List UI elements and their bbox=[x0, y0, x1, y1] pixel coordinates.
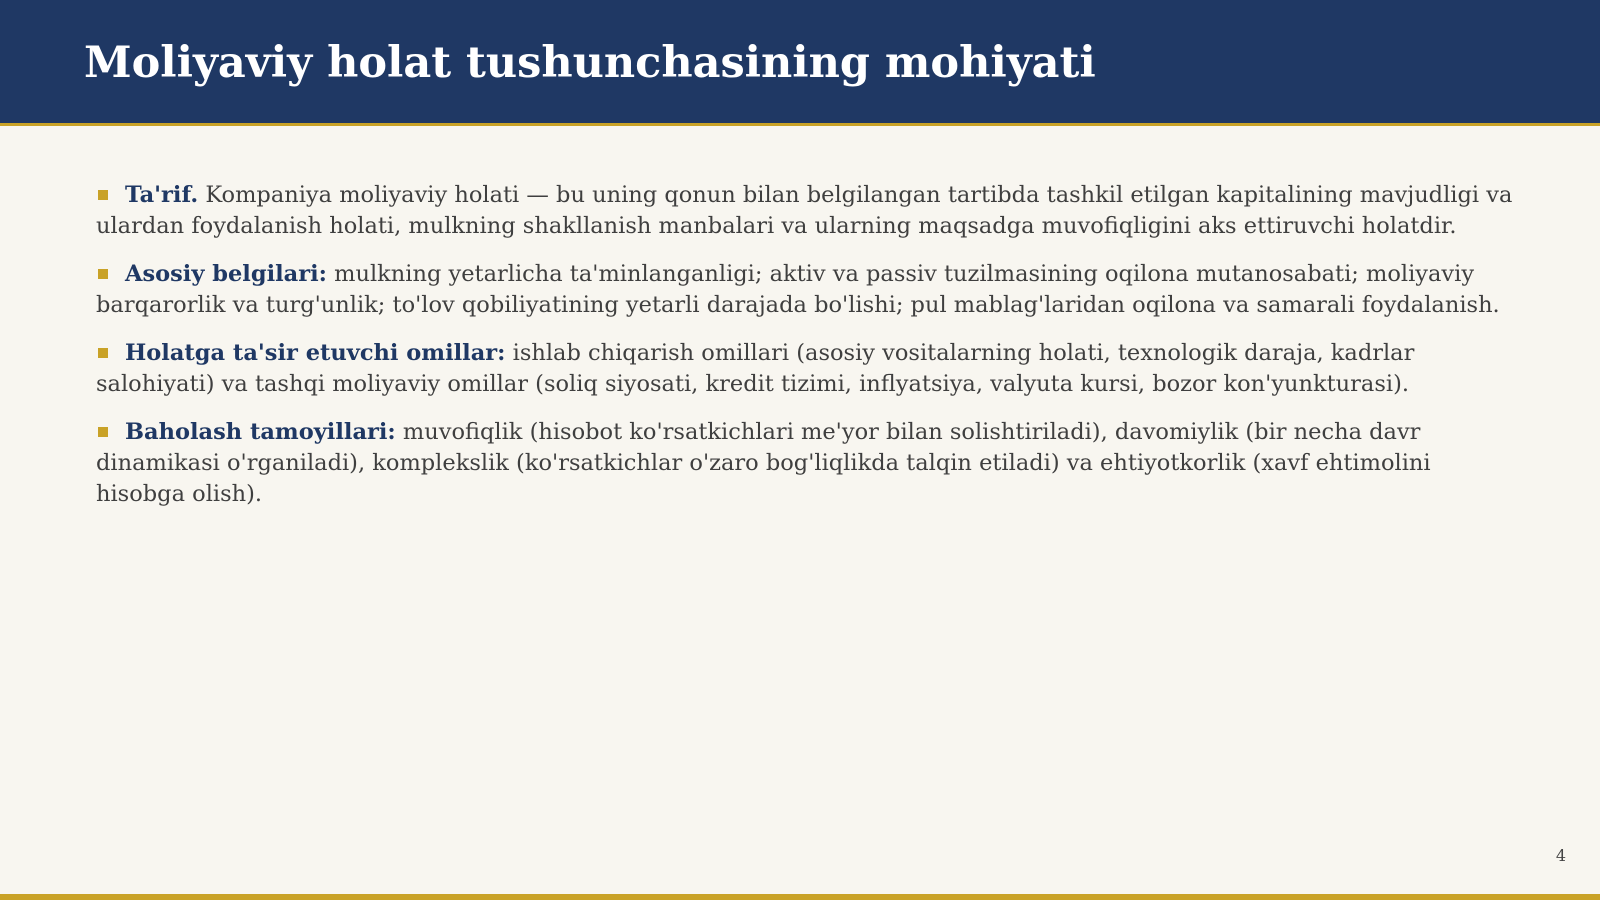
bullet-item-main-features bbox=[96, 259, 1516, 321]
slide-content bbox=[96, 180, 1516, 527]
square-bullet-icon bbox=[98, 190, 108, 200]
square-bullet-icon bbox=[98, 348, 108, 358]
bullet-term: Holatga ta'sir etuvchi omillar: bbox=[125, 340, 506, 366]
bullet-term: Ta'rif. bbox=[125, 182, 199, 208]
slide-title: Moliyaviy holat tushunchasining mohiyati bbox=[84, 38, 1096, 88]
bullet-item-principles bbox=[96, 417, 1516, 510]
bullet-item-factors bbox=[96, 338, 1516, 400]
bottom-accent-bar bbox=[0, 894, 1600, 900]
bullet-text: mulkning yetarlicha ta'minlanganligi; aktiv va passiv tuzilmasining oqilona mutanosabati; moliyaviy barqarorlik va turg'unlik; to'lov qobiliyatining yetarli darajada bo'lishi; pul mablag'laridan oqilona va samarali foydalanish. bbox=[96, 261, 1500, 318]
bullet-item-definition bbox=[96, 180, 1516, 242]
slide-header bbox=[0, 0, 1600, 126]
square-bullet-icon bbox=[98, 269, 108, 279]
bullet-term: Asosiy belgilari: bbox=[125, 261, 327, 287]
square-bullet-icon bbox=[98, 427, 108, 437]
bullet-text: muvofiqlik (hisobot ko'rsatkichlari me'yor bilan solishtiriladi), davomiylik (bir necha davr dinamikasi o'rganiladi), komplekslik (ko'rsatkichlar o'zaro bog'liqlikda talqin etiladi) va ehtiyotkorlik (xavf ehtimolini hisobga olish). bbox=[96, 419, 1431, 507]
bullet-text: ishlab chiqarish omillari (asosiy vositalarning holati, texnologik daraja, kadrlar salohiyati) va tashqi moliyaviy omillar (soliq siyosati, kredit tizimi, inflyatsiya, valyuta kursi, bozor kon'yunkturasi). bbox=[96, 340, 1415, 397]
bullet-term: Baholash tamoyillari: bbox=[125, 419, 396, 445]
page-number: 4 bbox=[1555, 846, 1566, 865]
bullet-list bbox=[96, 180, 1516, 510]
bullet-text: Kompaniya moliyaviy holati — bu uning qonun bilan belgilangan tartibda tashkil etilgan kapitalining mavjudligi va ulardan foydalanish holati, mulkning shakllanish manbalari va ularning maqsadga muvofiqligini aks ettiruvchi holatdir. bbox=[96, 182, 1513, 239]
